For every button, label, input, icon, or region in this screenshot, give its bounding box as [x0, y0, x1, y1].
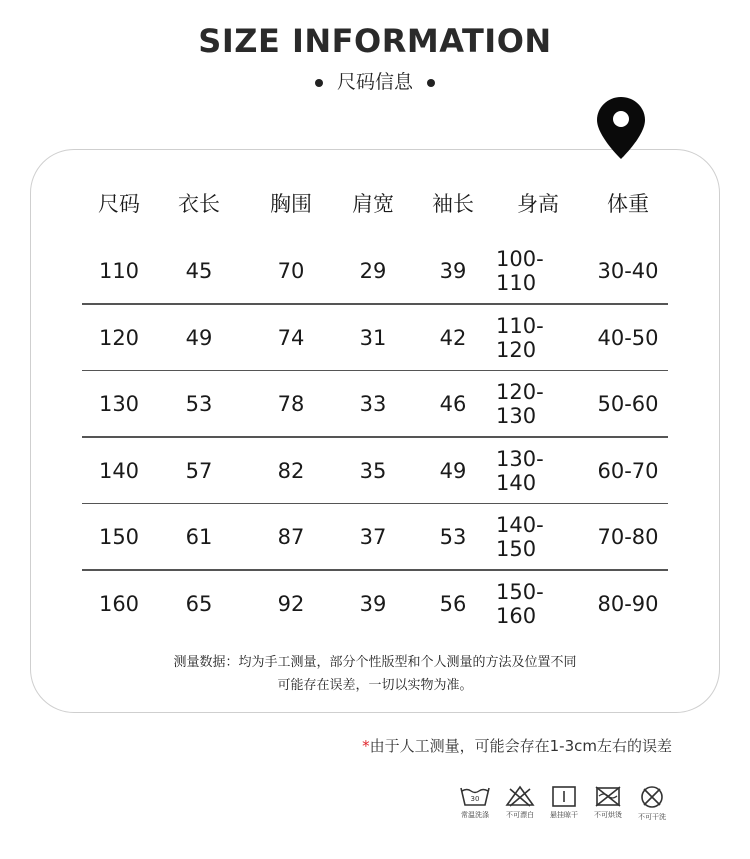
- table-cell: 31: [359, 325, 387, 350]
- table-cell: 46: [439, 392, 467, 417]
- table-cell: 140-150: [496, 513, 544, 562]
- svg-text:30: 30: [470, 795, 480, 803]
- no-bleach-icon: [498, 785, 542, 820]
- table-cell: 78: [277, 392, 305, 417]
- care-label: 不可干洗: [638, 813, 666, 821]
- warning-text: 由于人工测量，可能会存在1-3cm左右的误差: [369, 737, 672, 755]
- column-header: 尺码: [98, 192, 140, 216]
- column-header: 胸围: [270, 192, 312, 216]
- table-cell: 53: [185, 392, 213, 417]
- table-cell: 74: [277, 325, 305, 350]
- table-cell: 110-120: [496, 313, 544, 362]
- table-cell: 140: [98, 458, 140, 483]
- subtitle-text: 尺码信息: [336, 71, 413, 93]
- column-header: 肩宽: [352, 192, 394, 216]
- table-cell: 61: [185, 525, 213, 550]
- table-cell: 35: [359, 458, 387, 483]
- table-cell: 42: [439, 325, 467, 350]
- page-title: SIZE INFORMATION: [198, 22, 552, 60]
- table-cell: 70: [277, 259, 305, 284]
- care-label: 不可烘烫: [594, 811, 622, 819]
- care-label: 常温洗涤: [461, 811, 489, 819]
- column-header: 身高: [517, 192, 559, 216]
- column-header: 袖长: [432, 192, 474, 216]
- table-cell: 50-60: [597, 392, 659, 417]
- no-tumble-dry-icon: [586, 785, 630, 820]
- table-cell: 100-110: [496, 247, 544, 296]
- wash-30-icon: [453, 785, 497, 820]
- table-cell: 30-40: [597, 259, 659, 284]
- table-cell: 53: [439, 525, 467, 550]
- table-cell: 29: [359, 259, 387, 284]
- location-pin-icon: [596, 96, 646, 160]
- hang-dry-icon: [542, 785, 586, 820]
- warning-star: *: [362, 737, 370, 755]
- size-table: [82, 168, 668, 637]
- care-label: 悬挂晾干: [550, 811, 578, 819]
- table-cell: 39: [439, 259, 467, 284]
- table-cell: 65: [185, 591, 213, 616]
- table-cell: 110: [98, 259, 140, 284]
- table-header-row: [82, 168, 668, 238]
- table-cell: 130-140: [496, 446, 544, 495]
- table-cell: 57: [185, 458, 213, 483]
- bullet-dot: [315, 79, 323, 87]
- table-cell: 120-130: [496, 380, 544, 429]
- bullet-dot: [427, 79, 435, 87]
- table-cell: 150-160: [496, 579, 544, 628]
- table-cell: 49: [185, 325, 213, 350]
- table-cell: 92: [277, 591, 305, 616]
- table-row: [82, 238, 668, 305]
- measurement-note-continued: 可能存在误差，一切以实物为准。: [277, 678, 473, 693]
- table-cell: 33: [359, 392, 387, 417]
- measurement-note: 测量数据：均为手工测量，部分个性版型和个人测量的方法及位置不同: [173, 655, 577, 670]
- care-label: 不可漂白: [506, 811, 534, 819]
- table-cell: 130: [98, 392, 140, 417]
- page-subtitle: [0, 67, 750, 94]
- table-cell: 120: [98, 325, 140, 350]
- table-cell: 87: [277, 525, 305, 550]
- table-cell: 60-70: [597, 458, 659, 483]
- table-row: [82, 571, 668, 638]
- table-cell: 45: [185, 259, 213, 284]
- table-cell: 160: [98, 591, 140, 616]
- table-row: [82, 504, 668, 571]
- table-row: [82, 305, 668, 372]
- table-cell: 80-90: [597, 591, 659, 616]
- table-cell: 40-50: [597, 325, 659, 350]
- table-row: [82, 371, 668, 438]
- column-header: 衣长: [178, 192, 220, 216]
- table-cell: 82: [277, 458, 305, 483]
- table-cell: 37: [359, 525, 387, 550]
- table-cell: 39: [359, 591, 387, 616]
- table-cell: 49: [439, 458, 467, 483]
- no-dry-clean-icon: [630, 785, 674, 822]
- table-cell: 150: [98, 525, 140, 550]
- table-row: [82, 438, 668, 505]
- table-cell: 56: [439, 591, 467, 616]
- table-cell: 70-80: [597, 525, 659, 550]
- measurement-warning: [362, 735, 672, 756]
- column-header: 体重: [607, 192, 649, 216]
